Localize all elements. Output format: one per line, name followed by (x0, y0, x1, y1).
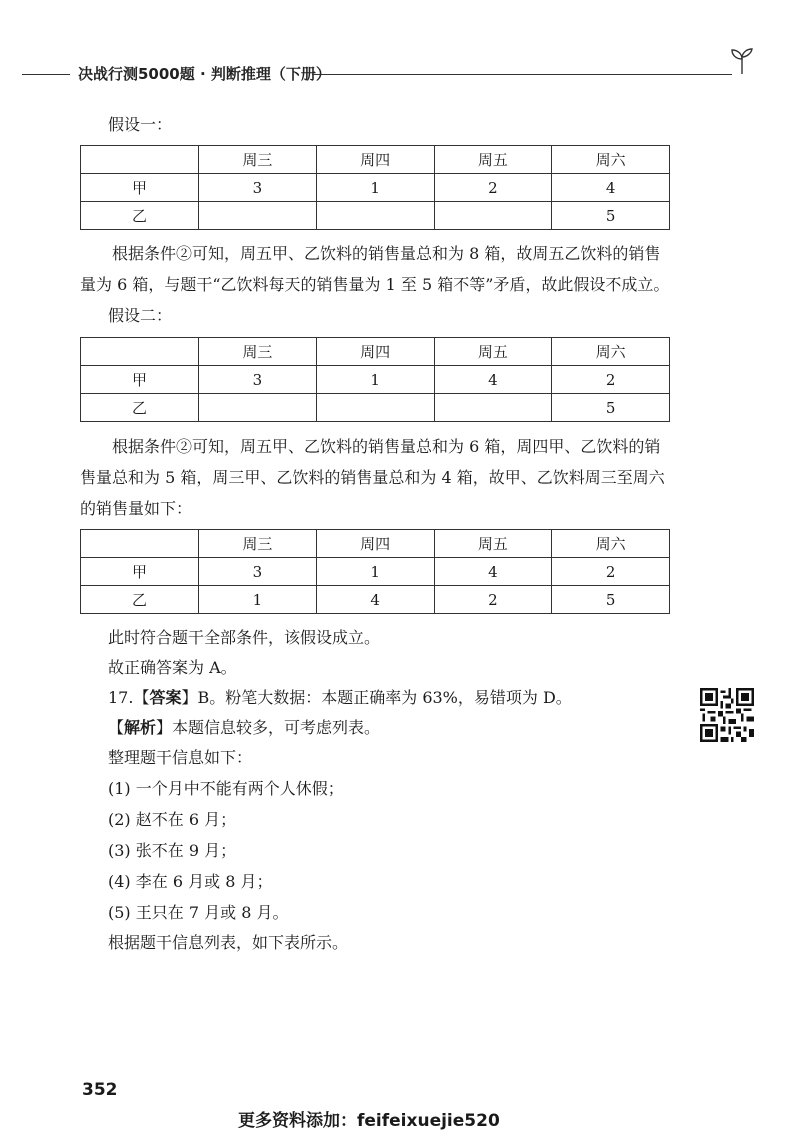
table-row (81, 366, 670, 394)
running-header (0, 60, 800, 90)
final-sales-table (80, 529, 670, 614)
header-rule-left (22, 74, 70, 75)
table-cell: 1 (199, 586, 317, 614)
table-cell: 4 (316, 586, 434, 614)
table-cell: 周四 (316, 146, 434, 174)
q17-intro: 整理题干信息如下： (108, 748, 253, 767)
q17-closing: 根据题干信息列表，如下表所示。 (108, 933, 349, 952)
table-cell: 2 (434, 586, 552, 614)
table-cell: 周三 (199, 338, 317, 366)
table-cell (199, 202, 317, 230)
table-cell: 周五 (434, 146, 552, 174)
q17-answer-line (108, 687, 572, 709)
table-row (81, 174, 670, 202)
table-header-row (81, 530, 670, 558)
condition-item: (4) 李在 6 月或 8 月； (108, 872, 273, 891)
q17-analysis-text: 】本题信息较多，可考虑列表。 (156, 718, 381, 737)
table-cell (199, 394, 317, 422)
table-cell (81, 146, 199, 174)
header-rule-right (312, 74, 732, 75)
sprout-icon (728, 46, 756, 76)
table-cell: 2 (552, 558, 670, 586)
table-cell: 1 (316, 174, 434, 202)
table-cell (81, 338, 199, 366)
hypothesis-2-label: 假设二： (108, 306, 173, 325)
table-row (81, 586, 670, 614)
table-cell: 3 (199, 366, 317, 394)
book-title: 决战行测5000题 · 判断推理（下册） (78, 65, 331, 83)
condition-item: (5) 王只在 7 月或 8 月。 (108, 903, 289, 922)
table-cell (316, 394, 434, 422)
table-cell (316, 202, 434, 230)
table-cell: 4 (552, 174, 670, 202)
table-cell: 5 (552, 586, 670, 614)
condition-item: (2) 赵不在 6 月； (108, 810, 237, 829)
q17-answer-text: 】B。粉笔大数据：本题正确率为 63%，易错项为 D。 (181, 688, 572, 707)
table-cell (434, 202, 552, 230)
table-cell: 2 (552, 366, 670, 394)
table-cell: 周三 (199, 530, 317, 558)
table-header-row (81, 338, 670, 366)
table-cell: 2 (434, 174, 552, 202)
table-row (81, 394, 670, 422)
table-cell: 周三 (199, 146, 317, 174)
q17-analysis-line (108, 717, 380, 739)
analysis-tag: 解析 (124, 718, 157, 737)
table-cell: 4 (434, 366, 552, 394)
table-cell: 周六 (552, 530, 670, 558)
table-row (81, 558, 670, 586)
table-cell: 1 (316, 558, 434, 586)
footer-note: 更多资料添加：feifeixuejie520 (238, 1111, 500, 1131)
q17-answer-prefix: 17.【 (108, 688, 150, 707)
qr-code (700, 688, 754, 742)
conclusion-line-1: 此时符合题干全部条件，该假设成立。 (108, 628, 381, 647)
table-header-row (81, 146, 670, 174)
table-cell: 乙 (81, 394, 199, 422)
table-cell: 3 (199, 174, 317, 202)
table-cell: 乙 (81, 202, 199, 230)
table-cell: 周四 (316, 338, 434, 366)
hypothesis-2-paragraph: 根据条件②可知，周五甲、乙饮料的销售量总和为 6 箱，周四甲、乙饮料的销售量总和为 5 箱，周三甲、乙饮料的销售量总和为 4 箱，故甲、乙饮料周三至周六的销售量如下： (80, 437, 665, 518)
hypothesis-2-table (80, 337, 670, 422)
analysis-open-bracket: 【 (108, 718, 125, 737)
table-cell: 周五 (434, 530, 552, 558)
table-cell: 周六 (552, 338, 670, 366)
answer-tag: 答案 (149, 688, 182, 707)
table-cell: 3 (199, 558, 317, 586)
table-cell: 周六 (552, 146, 670, 174)
table-cell: 周四 (316, 530, 434, 558)
table-cell: 甲 (81, 558, 199, 586)
table-cell: 甲 (81, 174, 199, 202)
conclusion-line-2: 故正确答案为 A。 (108, 658, 237, 677)
table-cell: 4 (434, 558, 552, 586)
page-number: 352 (82, 1080, 118, 1100)
condition-item: (3) 张不在 9 月； (108, 841, 237, 860)
condition-item: (1) 一个月中不能有两个人休假； (108, 779, 344, 798)
table-cell: 周五 (434, 338, 552, 366)
table-cell: 5 (552, 394, 670, 422)
table-row (81, 202, 670, 230)
table-cell: 1 (316, 366, 434, 394)
table-cell (434, 394, 552, 422)
table-cell: 乙 (81, 586, 199, 614)
hypothesis-1-paragraph: 根据条件②可知，周五甲、乙饮料的销售量总和为 8 箱，故周五乙饮料的销售量为 6 箱，与题干“乙饮料每天的销售量为 1 至 5 箱不等”矛盾，故此假设不成立。 (80, 244, 670, 294)
table-cell (81, 530, 199, 558)
table-cell: 甲 (81, 366, 199, 394)
hypothesis-1-table (80, 145, 670, 230)
table-cell: 5 (552, 202, 670, 230)
hypothesis-1-label: 假设一： (108, 115, 173, 134)
